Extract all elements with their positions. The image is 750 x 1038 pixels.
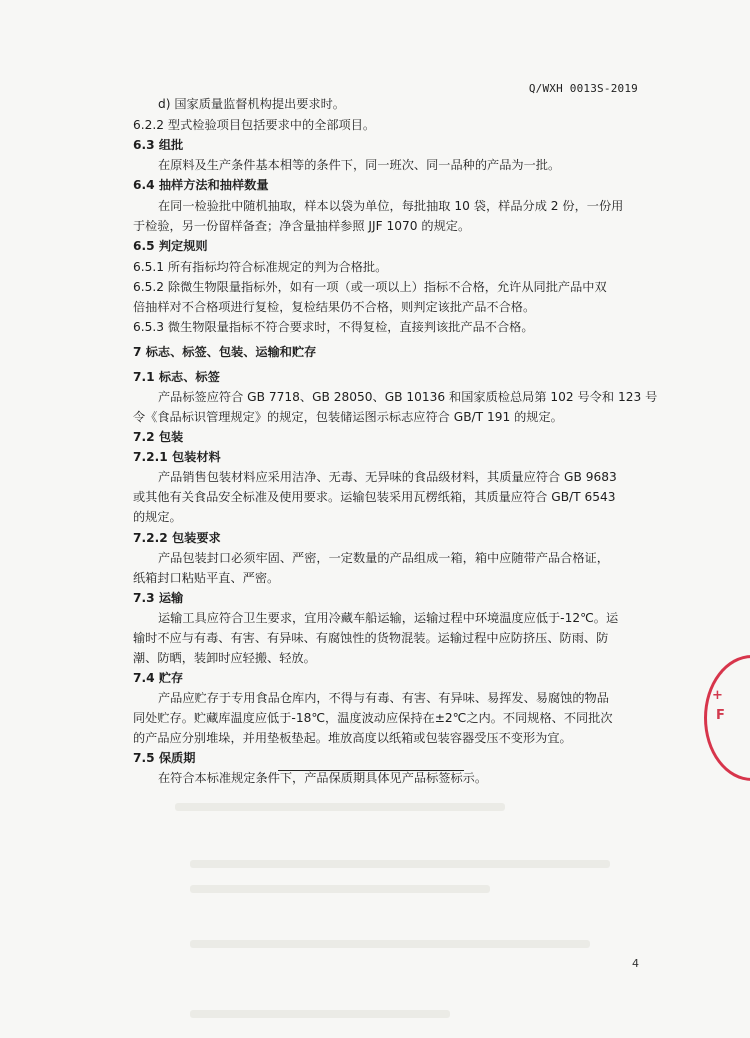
bleed-through-mark <box>190 860 610 868</box>
section-heading: 6.3 组批 <box>133 138 184 152</box>
bleed-through-mark <box>190 885 490 893</box>
bleed-through-mark <box>190 1010 450 1018</box>
section-heading: 7.4 贮存 <box>133 671 184 685</box>
text-line: 在符合本标准规定条件下，产品保质期具体见产品标签标示。 <box>158 771 488 785</box>
text-line: 产品包装封口必须牢固、严密，一定数量的产品组成一箱，箱中应随带产品合格证， <box>158 551 609 565</box>
text-line: 同处贮存。贮藏库温度应低于-18℃，温度波动应保持在±2℃之内。不同规格、不同批次 <box>133 711 613 725</box>
text-line: 6.5.2 除微生物限量指标外，如有一项（或一项以上）指标不合格，允许从同批产品中双 <box>133 280 607 294</box>
text-line: 产品应贮存于专用食品仓库内，不得与有毒、有害、有异味、易挥发、易腐蚀的物品 <box>158 691 609 705</box>
text-line: 在同一检验批中随机抽取，样本以袋为单位，每批抽取 10 袋，样品分成 2 份，一份用 <box>158 199 624 213</box>
red-seal-stamp <box>704 655 750 781</box>
seal-stamp-glyph: F <box>716 708 725 723</box>
text-line: 或其他有关食品安全标准及使用要求。运输包装采用瓦楞纸箱，其质量应符合 GB/T 6543 <box>133 490 616 504</box>
bleed-through-mark <box>175 803 505 811</box>
text-line: 运输工具应符合卫生要求，宜用冷藏车船运输，运输过程中环境温度应低于-12℃。运 <box>158 611 619 625</box>
section-heading: 7.5 保质期 <box>133 751 196 765</box>
text-line: 纸箱封口粘贴平直、严密。 <box>133 571 280 585</box>
text-line: 6.5.1 所有指标均符合标准规定的判为合格批。 <box>133 260 388 274</box>
text-line: 输时不应与有毒、有害、有异味、有腐蚀性的货物混装。运输过程中应防挤压、防雨、防 <box>133 631 609 645</box>
text-line: 潮、防晒，装卸时应轻搬、轻放。 <box>133 651 316 665</box>
text-line: 于检验，另一份留样备查；净含量抽样参照 JJF 1070 的规定。 <box>133 219 471 233</box>
text-line: 的规定。 <box>133 510 182 524</box>
bleed-through-mark <box>190 940 590 948</box>
section-heading: 7.2 包装 <box>133 430 184 444</box>
text-line: 产品标签应符合 GB 7718、GB 28050、GB 10136 和国家质检总局第 102 号令和 123 号 <box>158 390 658 404</box>
text-line: 的产品应分别堆垛，并用垫板垫起。堆放高度以纸箱或包装容器受压不变形为宜。 <box>133 731 572 745</box>
section-heading: 6.5 判定规则 <box>133 239 208 253</box>
text-line: 产品销售包装材料应采用洁净、无毒、无异味的食品级材料，其质量应符合 GB 9683 <box>158 470 617 484</box>
text-line: 6.2.2 型式检验项目包括要求中的全部项目。 <box>133 118 376 132</box>
text-line: 在原料及生产条件基本相等的条件下，同一班次、同一品种的产品为一批。 <box>158 158 561 172</box>
section-heading: 7 标志、标签、包装、运输和贮存 <box>133 345 317 359</box>
text-line: 令《食品标识管理规定》的规定，包装储运图示标志应符合 GB/T 191 的规定。 <box>133 410 563 424</box>
seal-stamp-glyph: + <box>712 688 723 703</box>
text-line: d) 国家质量监督机构提出要求时。 <box>158 97 345 111</box>
document-code: Q/WXH 0013S-2019 <box>528 82 638 95</box>
section-heading: 6.4 抽样方法和抽样数量 <box>133 178 269 192</box>
section-heading: 7.2.1 包装材料 <box>133 450 221 464</box>
page-number: 4 <box>632 957 639 970</box>
section-heading: 7.2.2 包装要求 <box>133 531 221 545</box>
end-rule <box>278 770 464 771</box>
section-heading: 7.3 运输 <box>133 591 184 605</box>
text-line: 6.5.3 微生物限量指标不符合要求时，不得复检，直接判该批产品不合格。 <box>133 320 534 334</box>
text-line: 倍抽样对不合格项进行复检，复检结果仍不合格，则判定该批产品不合格。 <box>133 300 536 314</box>
section-heading: 7.1 标志、标签 <box>133 370 220 384</box>
